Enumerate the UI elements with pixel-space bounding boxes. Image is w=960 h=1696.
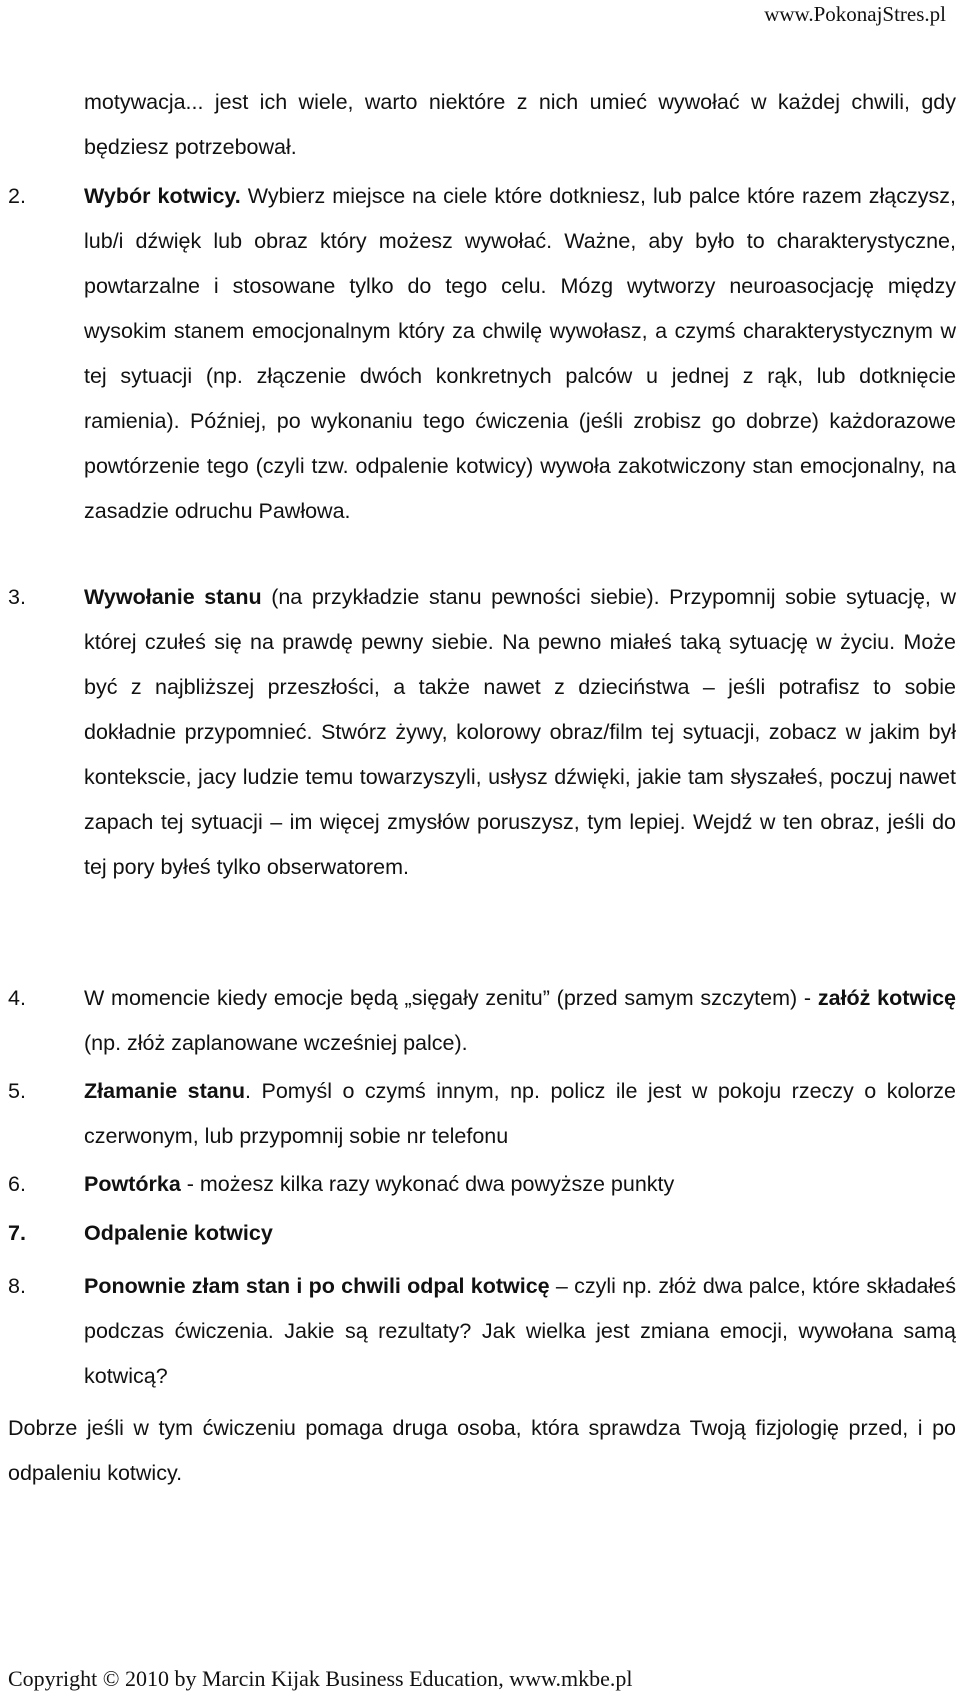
list-item-2 xyxy=(8,174,956,534)
list-number: 5. xyxy=(8,1079,26,1103)
step-text: – czyli np. złóż dwa palce, które składałeś podczas ćwiczenia. Jakie są rezultaty? Jak wielka jest zmiana emocji, wywołana samą kotwicą? xyxy=(84,1274,956,1388)
step-text: W momencie kiedy emocje będą „sięgały zenitu” (przed samym szczytem) - xyxy=(84,986,818,1010)
list-number: 8. xyxy=(8,1274,26,1298)
step-text: . Pomyśl o czymś innym, np. policz ile jest w pokoju rzeczy o kolorze czerwonym, lub przypomnij sobie nr telefonu xyxy=(84,1079,957,1148)
step-text: Wybierz miejsce na ciele które dotkniesz, lub palce które razem złączysz, lub/i dźwięk lub obraz który możesz wywołać. Ważne, aby było to charakterystyczne, powtarzalne i stosowane tylko do tego celu. Mózg wytworzy neuroasocjację między wysokim stanem emocjonalnym który za chwilę wywołasz, a czymś charakterystycznym w tej sytuacji (np. złączenie dwóch konkretnych palców u jednej z rąk, lub dotknięcie ramienia). Później, po wykonaniu tego ćwiczenia (jeśli zrobisz go dobrze) każdorazowe powtórzenie tego (czyli tzw. odpalenie kotwicy) wywoła zakotwiczony stan emocjonalny, na zasadzie odruchu Pawłowa. xyxy=(84,184,956,523)
list-number: 2. xyxy=(8,184,26,208)
step-heading: Wybór kotwicy. xyxy=(84,184,241,208)
closing-paragraph: Dobrze jeśli w tym ćwiczeniu pomaga druga osoba, która sprawdza Twoją fizjologię przed, i po odpaleniu kotwicy. xyxy=(8,1416,956,1485)
list-number: 4. xyxy=(8,986,26,1010)
step-heading: Złamanie stanu xyxy=(84,1079,246,1103)
list-item-6 xyxy=(8,1162,956,1207)
list-item-3 xyxy=(8,575,956,890)
step-text: (na przykładzie stanu pewności siebie). Przypomnij sobie sytuację, w której czułeś się na prawdę pewny siebie. Na pewno miałeś taką sytuację w życiu. Może być z najbliższej przeszłości, a także nawet z dzieciństwa – jeśli potrafisz to sobie dokładnie przypomnieć. Stwórz żywy, kolorowy obraz/film tej sytuacji, zobacz w jakim był kontekscie, jacy ludzie temu towarzyszyli, usłysz dźwięki, jakie tam słyszałeś, poczuj nawet zapach tej sytuacji – im więcej zmysłów poruszysz, tym lepiej. Wejdź w ten obraz, jeśli do tej pory byłeś tylko obserwatorem. xyxy=(84,585,956,879)
list-item-8 xyxy=(8,1264,956,1399)
copyright-footer: Copyright © 2010 by Marcin Kijak Business Education, www.mkbe.pl xyxy=(8,1666,633,1691)
step-text: - możesz kilka razy wykonać dwa powyższe punkty xyxy=(180,1172,675,1196)
list-item-5 xyxy=(8,1069,956,1159)
step-text: (np. złóż zaplanowane wcześniej palce). xyxy=(84,1031,468,1055)
list-item-7 xyxy=(8,1211,956,1256)
step-heading: załóż kotwicę xyxy=(817,986,956,1010)
intro-paragraph: motywacja... jest ich wiele, warto niektóre z nich umieć wywołać w każdej chwili, gdy będziesz potrzebował. xyxy=(84,90,956,159)
site-header: www.PokonajStres.pl xyxy=(764,2,946,26)
step-heading: Powtórka xyxy=(84,1172,181,1196)
step-heading: Wywołanie stanu xyxy=(84,585,262,609)
list-number: 6. xyxy=(8,1172,26,1196)
list-number: 3. xyxy=(8,585,26,609)
step-heading: Odpalenie kotwicy xyxy=(84,1221,273,1245)
list-number: 7. xyxy=(8,1221,26,1245)
step-heading: Ponownie złam stan i po chwili odpal kotwicę xyxy=(84,1274,550,1298)
list-item-4 xyxy=(8,976,956,1066)
